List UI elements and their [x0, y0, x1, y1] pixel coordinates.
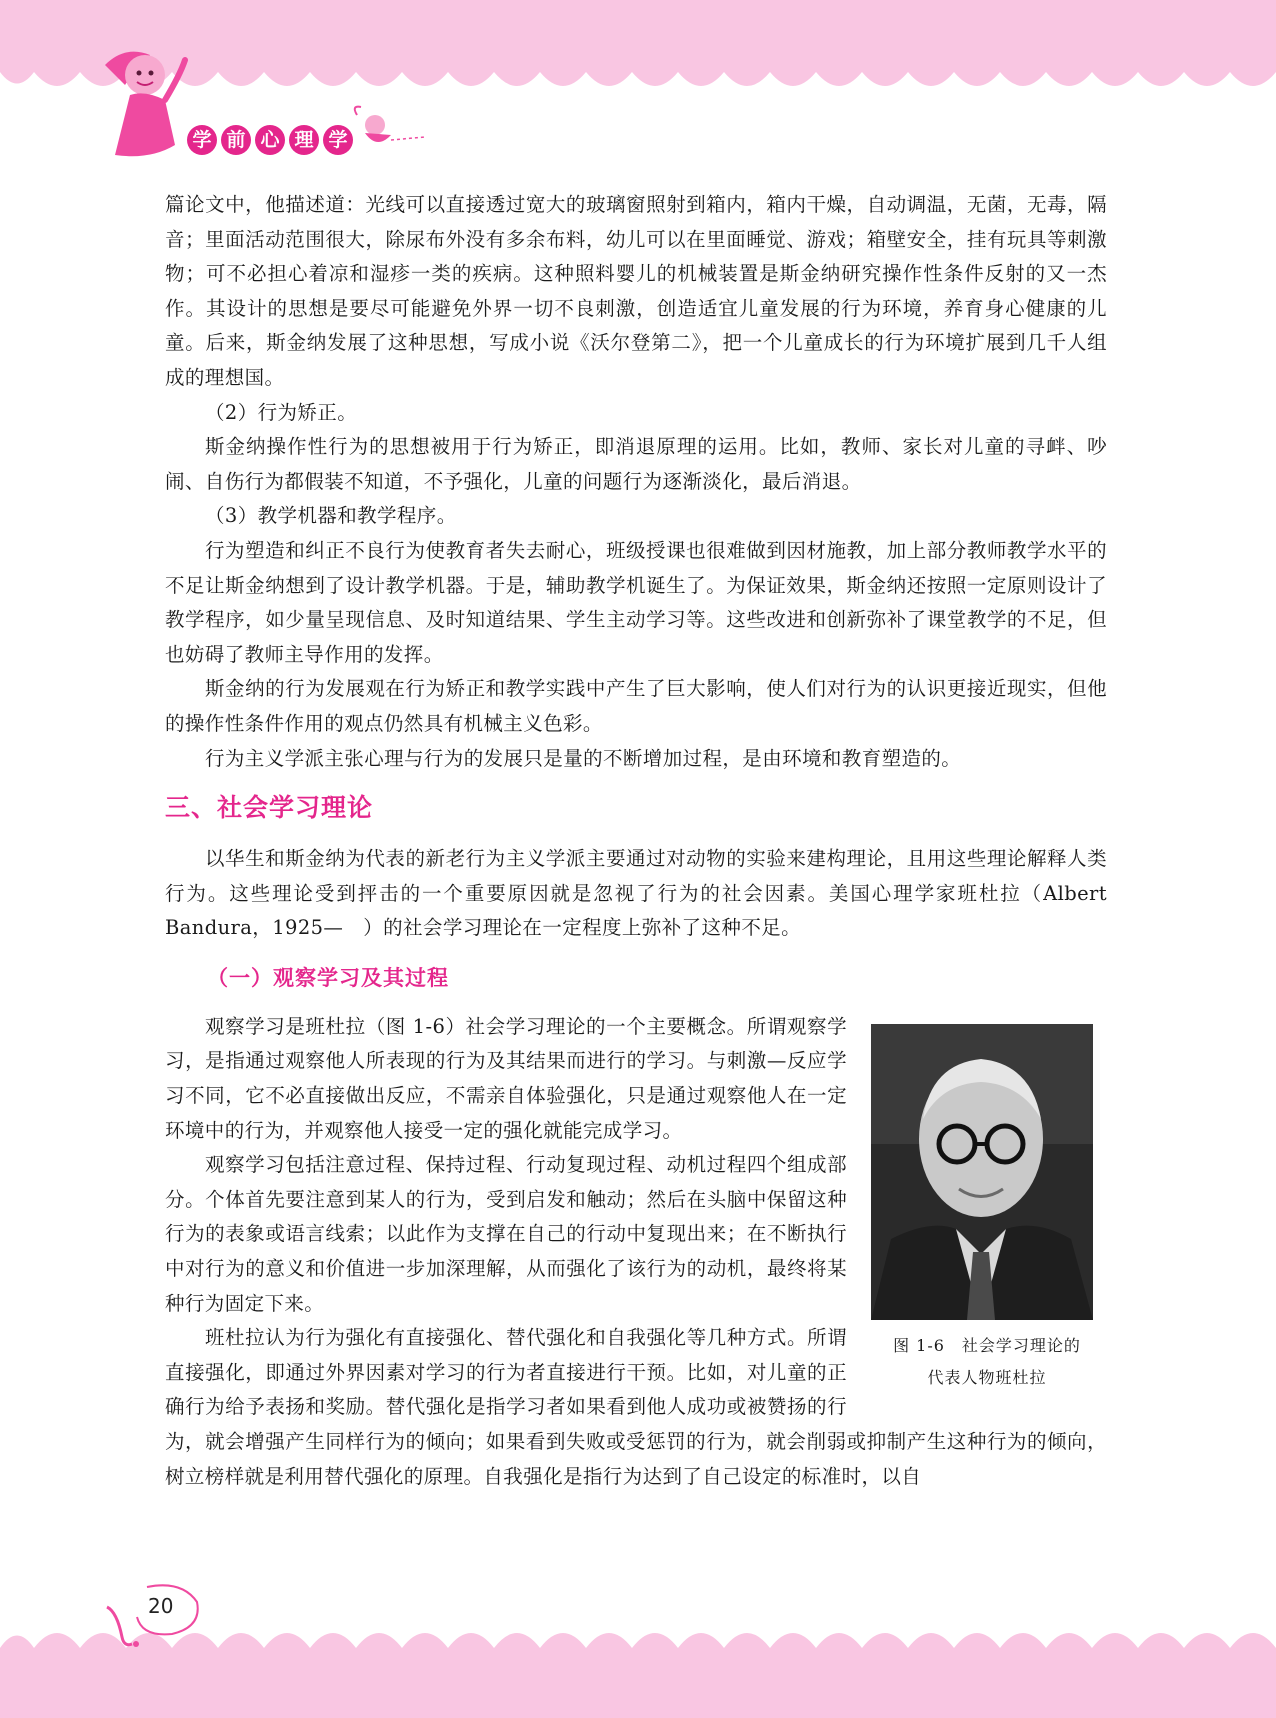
- page-content: [165, 188, 1107, 1494]
- body-paragraph: 斯金纳操作性行为的思想被用于行为矫正，即消退原理的运用。比如，教师、家长对儿童的寻衅、吵闹、自伤行为都假装不知道，不予强化，儿童的问题行为逐渐淡化，最后消退。: [165, 435, 1107, 493]
- bandura-portrait-photo: [871, 1024, 1093, 1320]
- list-heading: （3）教学机器和教学程序。: [205, 504, 457, 528]
- running-head-char: 学: [187, 125, 217, 155]
- running-head: [187, 125, 353, 155]
- running-head-char: 心: [255, 125, 285, 155]
- body-paragraph: 班杜拉认为行为强化有直接强化、替代强化和自我强化等几种方式。所谓直接强化，即通过外界因素对学习的行为者直接进行干预。比如，对儿童的正确行为给予表扬和奖励。替代强化是指学习者如果看到他人成功或被赞扬的行为，就会增强产生同样行为的倾向；如果看到失败或受惩罚的行为，就会削弱或抑制产生这种行为的倾向，树立榜样就是利用替代强化的原理。自我强化是指行为达到了自己设定的标准时，以自: [165, 1326, 1107, 1488]
- running-head-char: 理: [289, 125, 319, 155]
- body-paragraph: 观察学习是班杜拉（图 1-6）社会学习理论的一个主要概念。所谓观察学习，是指通过观察他人所表现的行为及其结果而进行的学习。与刺激—反应学习不同，它不必直接做出反应，不需亲自体验强化，只是通过观察他人在一定环境中的行为，并观察他人接受一定的强化就能完成学习。: [165, 1014, 847, 1142]
- body-paragraph: 篇论文中，他描述道：光线可以直接透过宽大的玻璃窗照射到箱内，箱内干燥，自动调温，无菌，无毒，隔音；里面活动范围很大，除尿布外没有多余布料，幼儿可以在里面睡觉、游戏；箱壁安全，挂有玩具等刺激物；可不必担心着凉和湿疹一类的疾病。这种照料婴儿的机械装置是斯金纳研究操作性条件反射的又一杰作。其设计的思想是要尽可能避免外界一切不良刺激，创造适宜儿童发展的行为环境，养育身心健康的儿童。后来，斯金纳发展了这种思想，写成小说《沃尔登第二》，把一个儿童成长的行为环境扩展到几千人组成的理想国。: [165, 193, 1107, 389]
- figure-caption-line: 代表人物班杜拉: [927, 1367, 1047, 1387]
- body-paragraph: 斯金纳的行为发展观在行为矫正和教学实践中产生了巨大影响，使人们对行为的认识更接近现实，但他的操作性条件作用的观点仍然具有机械主义色彩。: [165, 677, 1107, 735]
- section-intro: 以华生和斯金纳为代表的新老行为主义学派主要通过对动物的实验来建构理论，且用这些理论解释人类行为。这些理论受到抨击的一个重要原因就是忽视了行为的社会因素。美国心理学家班杜拉（Albert Bandura，1925— ）的社会学习理论在一定程度上弥补了这种不足。: [165, 847, 1107, 940]
- running-head-char: 学: [323, 125, 353, 155]
- figure-caption: [867, 1330, 1107, 1394]
- page-number: 20: [148, 1594, 174, 1618]
- body-paragraph: 行为塑造和纠正不良行为使教育者失去耐心，班级授课也很难做到因材施教，加上部分教师教学水平的不足让斯金纳想到了设计教学机器。于是，辅助教学机诞生了。为保证效果，斯金纳还按照一定原则设计了教学程序，如少量呈现信息、及时知道结果、学生主动学习等。这些改进和创新弥补了课堂教学的不足，但也妨碍了教师主导作用的发挥。: [165, 538, 1107, 666]
- fairy-mascot-logo: [95, 45, 475, 175]
- list-heading: （2）行为矫正。: [205, 400, 358, 424]
- running-head-char: 前: [221, 125, 251, 155]
- body-paragraph: 观察学习包括注意过程、保持过程、行动复现过程、动机过程四个组成部分。个体首先要注意到某人的行为，受到启发和触动；然后在头脑中保留这种行为的表象或语言线索；以此作为支撑在自己的行动中复现出来；在不断执行中对行为的意义和价值进一步加深理解，从而强化了该行为的动机，最终将某种行为固定下来。: [165, 1153, 847, 1315]
- figure-bandura: [867, 1024, 1107, 1394]
- section-title: 三、社会学习理论: [165, 793, 374, 823]
- body-paragraph: 行为主义学派主张心理与行为的发展只是量的不断增加过程，是由环境和教育塑造的。: [205, 746, 962, 770]
- figure-caption-line: 图 1-6 社会学习理论的: [893, 1335, 1081, 1355]
- subsection-title: （一）观察学习及其过程: [207, 965, 449, 990]
